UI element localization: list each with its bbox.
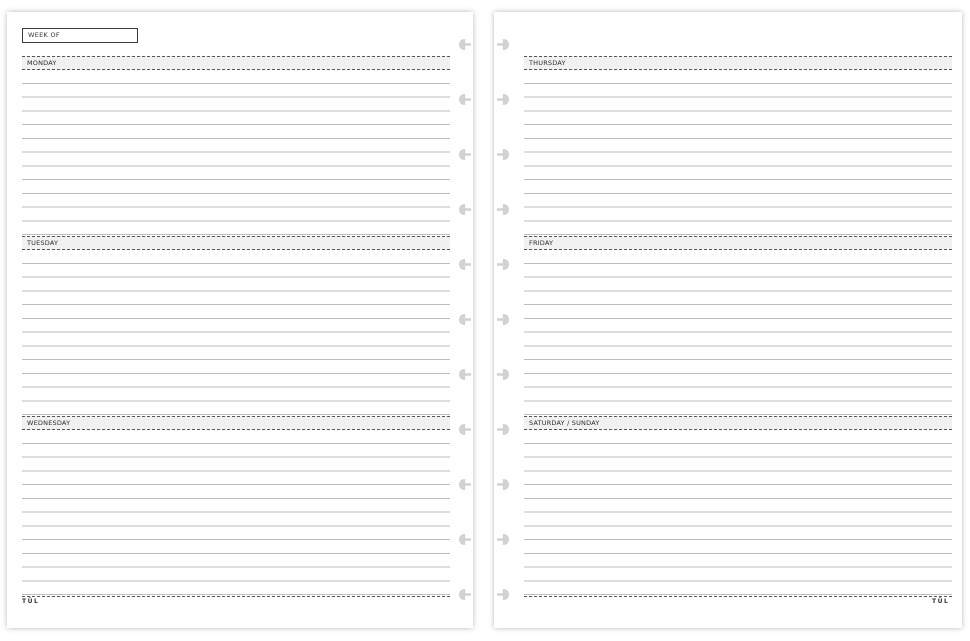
bottom-rule [524,596,952,597]
disc-hole-icon [496,38,510,51]
disc-hole-icon [458,38,472,51]
disc-hole-icon [496,258,510,271]
day-label-tuesday: TUESDAY [27,239,59,247]
writing-lines[interactable] [22,430,450,596]
day-section-thursday [524,56,952,236]
day-label-monday: MONDAY [27,59,57,67]
day-header [524,236,952,250]
brand-logo: TÜL [932,598,950,605]
right-planner-page [494,12,962,628]
writing-lines[interactable] [524,250,952,416]
day-header [22,236,450,250]
brand-logo: TÜL [22,598,40,605]
day-label-saturday-sunday: SATURDAY / SUNDAY [529,419,600,427]
day-section-saturday-sunday [524,416,952,596]
day-header [22,416,450,430]
day-section-monday [22,56,450,236]
disc-hole-icon [458,478,472,491]
disc-hole-icon [458,313,472,326]
left-planner-page [7,12,473,628]
disc-hole-icon [458,533,472,546]
writing-lines[interactable] [524,430,952,596]
week-of-label: WEEK OF [28,31,60,39]
bottom-rule [22,596,450,597]
disc-hole-icon [458,368,472,381]
disc-hole-icon [496,148,510,161]
writing-lines[interactable] [524,70,952,236]
disc-hole-icon [458,423,472,436]
disc-hole-icon [496,533,510,546]
disc-hole-icon [458,588,472,601]
writing-lines[interactable] [22,70,450,236]
week-of-field[interactable] [22,28,138,43]
disc-hole-icon [496,423,510,436]
day-label-wednesday: WEDNESDAY [27,419,71,427]
day-section-tuesday [22,236,450,416]
disc-hole-icon [496,588,510,601]
day-header [524,416,952,430]
day-label-friday: FRIDAY [529,239,554,247]
disc-hole-icon [458,148,472,161]
day-header [22,56,450,70]
disc-hole-icon [458,258,472,271]
disc-hole-icon [458,93,472,106]
disc-hole-icon [496,203,510,216]
disc-hole-icon [496,478,510,491]
disc-hole-icon [458,203,472,216]
day-section-friday [524,236,952,416]
disc-hole-icon [496,93,510,106]
day-label-thursday: THURSDAY [529,59,566,67]
day-section-wednesday [22,416,450,596]
disc-hole-icon [496,368,510,381]
writing-lines[interactable] [22,250,450,416]
disc-hole-icon [496,313,510,326]
day-header [524,56,952,70]
